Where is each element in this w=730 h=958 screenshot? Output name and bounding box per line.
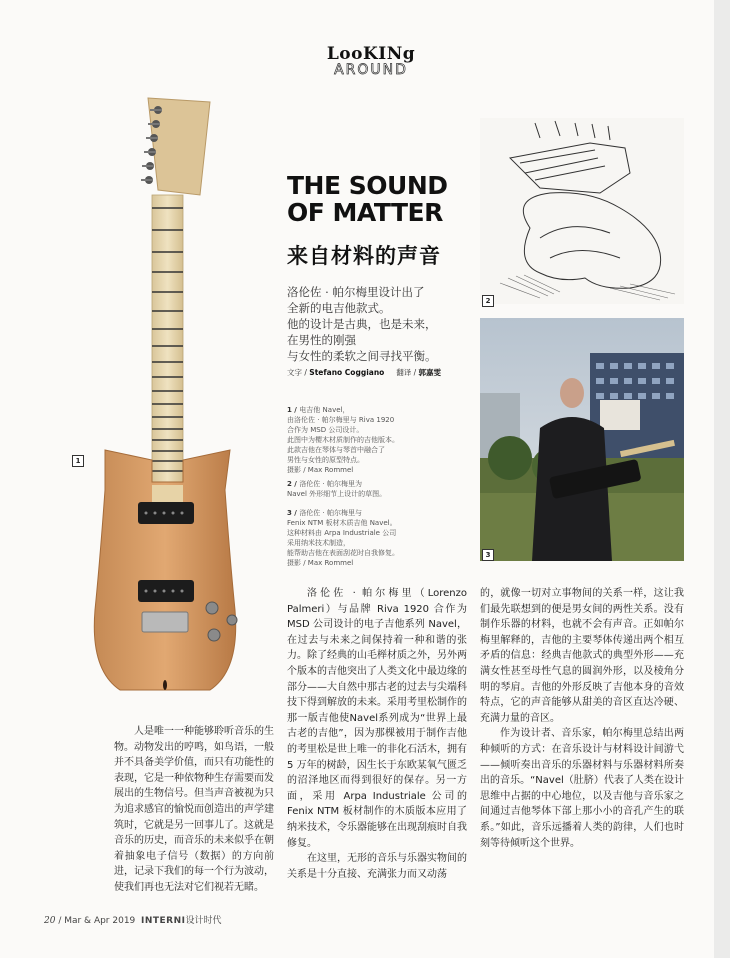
magazine-brand: INTERNI xyxy=(141,916,186,926)
designer-photo xyxy=(480,318,684,561)
caption-line: 合作为 MSD 公司设计。 xyxy=(287,426,364,434)
caption-line: 能帮助吉他在表面刮花时自我修复。 xyxy=(287,549,399,557)
body-paragraph: 的，就像一切对立事物间的关系一样，这让我们最先联想到的便是男女间的两性关系。没有制作乐器的材料，也就不会有声音。正如帕尔梅里解释的，吉他的主要琴体传递出两个相互矛盾的信息：经典吉他款式的典型外形——充满女性甚至母性气息的圆润外形，以及棱角分明的琴肩。吉他的外形反映了吉他本身的音效特点，它的声音能够从甜美的音区直达冷硬、充满力量的音区。 xyxy=(480,588,684,724)
caption-line: 电吉他 Navel， xyxy=(299,406,350,414)
body-column-3 xyxy=(480,586,684,851)
page-edge xyxy=(714,0,730,958)
article-subtitle: 来自材料的声音 xyxy=(287,244,441,268)
credit-label: 文字 / xyxy=(287,368,310,377)
caption-num: 1 / xyxy=(287,406,300,414)
section-label: LooKINg xyxy=(326,44,416,64)
article-lead xyxy=(287,284,477,364)
credit-translator: 郭嘉雯 xyxy=(418,368,442,377)
lead-line: 他的设计是古典，也是未来， xyxy=(287,317,437,331)
lead-line: 洛伦佐 · 帕尔梅里设计出了 xyxy=(287,285,425,299)
caption-line: Navel 外形细节上设计的草图。 xyxy=(287,490,387,498)
lead-line: 与女性的柔软之间寻找平衡。 xyxy=(287,349,437,363)
lead-line: 在男性的刚强 xyxy=(287,333,356,347)
title-line-1: THE SOUND xyxy=(287,171,448,200)
body-paragraph: 作为设计者、音乐家，帕尔梅里总结出两种倾听的方式：在音乐设计与材料设计间游弋——倾听奏出音乐的乐器材料与乐器材料所奏出的音乐。“Navel（肚脐）代表了人类在设计思维中占据的中心地位，以及吉他与音乐家之间通过吉他琴体下部上那小小的音孔产生的联系。”如此，音乐远播着人类的韵律，人们也时刻等待倾听这个世界。 xyxy=(480,728,684,849)
caption-line: Fenix NTM 板材木质吉他 Navel。 xyxy=(287,519,397,527)
magazine-brand-cn: 设计时代 xyxy=(185,916,222,926)
guitar-photo xyxy=(60,90,290,700)
caption-line: 此款吉他在琴体与琴首中融合了 xyxy=(287,446,385,454)
caption-3 xyxy=(287,508,417,568)
body-column-1 xyxy=(114,724,274,896)
caption-num: 2 / xyxy=(287,480,300,488)
credit-author: Stefano Coggiano xyxy=(309,368,385,377)
credit-label: 翻译 / xyxy=(396,368,419,377)
issue-date: Mar & Apr 2019 xyxy=(64,916,136,926)
article-title xyxy=(287,172,487,226)
lead-line: 全新的电吉他款式。 xyxy=(287,301,391,315)
caption-line: 摄影 / Max Rommel xyxy=(287,466,354,474)
body-paragraph: 人是唯一一种能够聆听音乐的生物。动物发出的哼鸣，如鸟语，一般并不具备美学价值，而只有功能性的表现，它是一种依物种生存需要而发展出的生物信号。但当声音被视为只为追求感官的愉悦而创造出的声学建筑时，它就是另一回事儿了。这就是音乐的历史，而音乐的未来似乎在朝着抽象电子信号（数据）的方向前进，记录下我们的每一个行为波动，使我们再也无法对它们视若无睹。 xyxy=(114,726,274,893)
caption-line: 洛伦佐 · 帕尔梅里与 xyxy=(299,509,362,517)
article-credits xyxy=(287,367,441,378)
page-number: 20 xyxy=(44,916,56,926)
section-label-outline: AROUND xyxy=(334,62,408,78)
image-badge-2: 2 xyxy=(482,295,494,307)
caption-line: 男性与女性的原型特点。 xyxy=(287,456,364,464)
caption-num: 3 / xyxy=(287,509,300,517)
image-badge-1: 1 xyxy=(72,455,84,467)
caption-1 xyxy=(287,405,417,475)
image-badge-3: 3 xyxy=(482,549,494,561)
page-footer: 20 / Mar & Apr 2019 INTERNI设计时代 xyxy=(44,916,222,926)
caption-line: 由洛伦佐 · 帕尔梅里与 Riva 1920 xyxy=(287,416,395,424)
caption-line: 摄影 / Max Rommel xyxy=(287,559,354,567)
caption-line: 此图中为樱木材质制作的吉他版本。 xyxy=(287,436,399,444)
sketch-image xyxy=(480,118,684,304)
caption-line: 洛伦佐 · 帕尔梅里为 xyxy=(299,480,362,488)
body-paragraph: 洛伦佐 · 帕尔梅里（Lorenzo Palmeri）与品牌 Riva 1920 合作为 MSD 公司设计的电子吉他系列 Navel，在过去与未来之间保持着一种和谐的张力。除了经典的山毛榉材质之外，另外两个版本的吉他突出了人类文化中最边缘的部分——大自然中那古老的过去与尖端科技下得到解放的未来。采用考里松制作的那一版吉他使Navel系列成为“世界上最古老的吉他”，因为那棵被用于制作吉他的考里松是世上唯一的非化石活木，拥有 5 万年的树龄，因生长于东欧某氧气匮乏的沼泽地区而得到很好的保存。另一方面，采用 Arpa Industriale 公司的 Fenix NTM 板材制作的木质版本应用了纳米技术，令乐器能够在出现刮痕时自我修复。 xyxy=(287,588,467,849)
caption-line: 采用纳米技术制造， xyxy=(287,539,350,547)
body-column-2 xyxy=(287,586,467,882)
body-paragraph: 在这里，无形的音乐与乐器实物间的关系是十分直接、充满张力而又动荡 xyxy=(287,853,467,880)
title-line-2: OF MATTER xyxy=(287,198,443,227)
caption-line: 这种材料由 Arpa Industriale 公司 xyxy=(287,529,397,537)
caption-2 xyxy=(287,479,417,499)
